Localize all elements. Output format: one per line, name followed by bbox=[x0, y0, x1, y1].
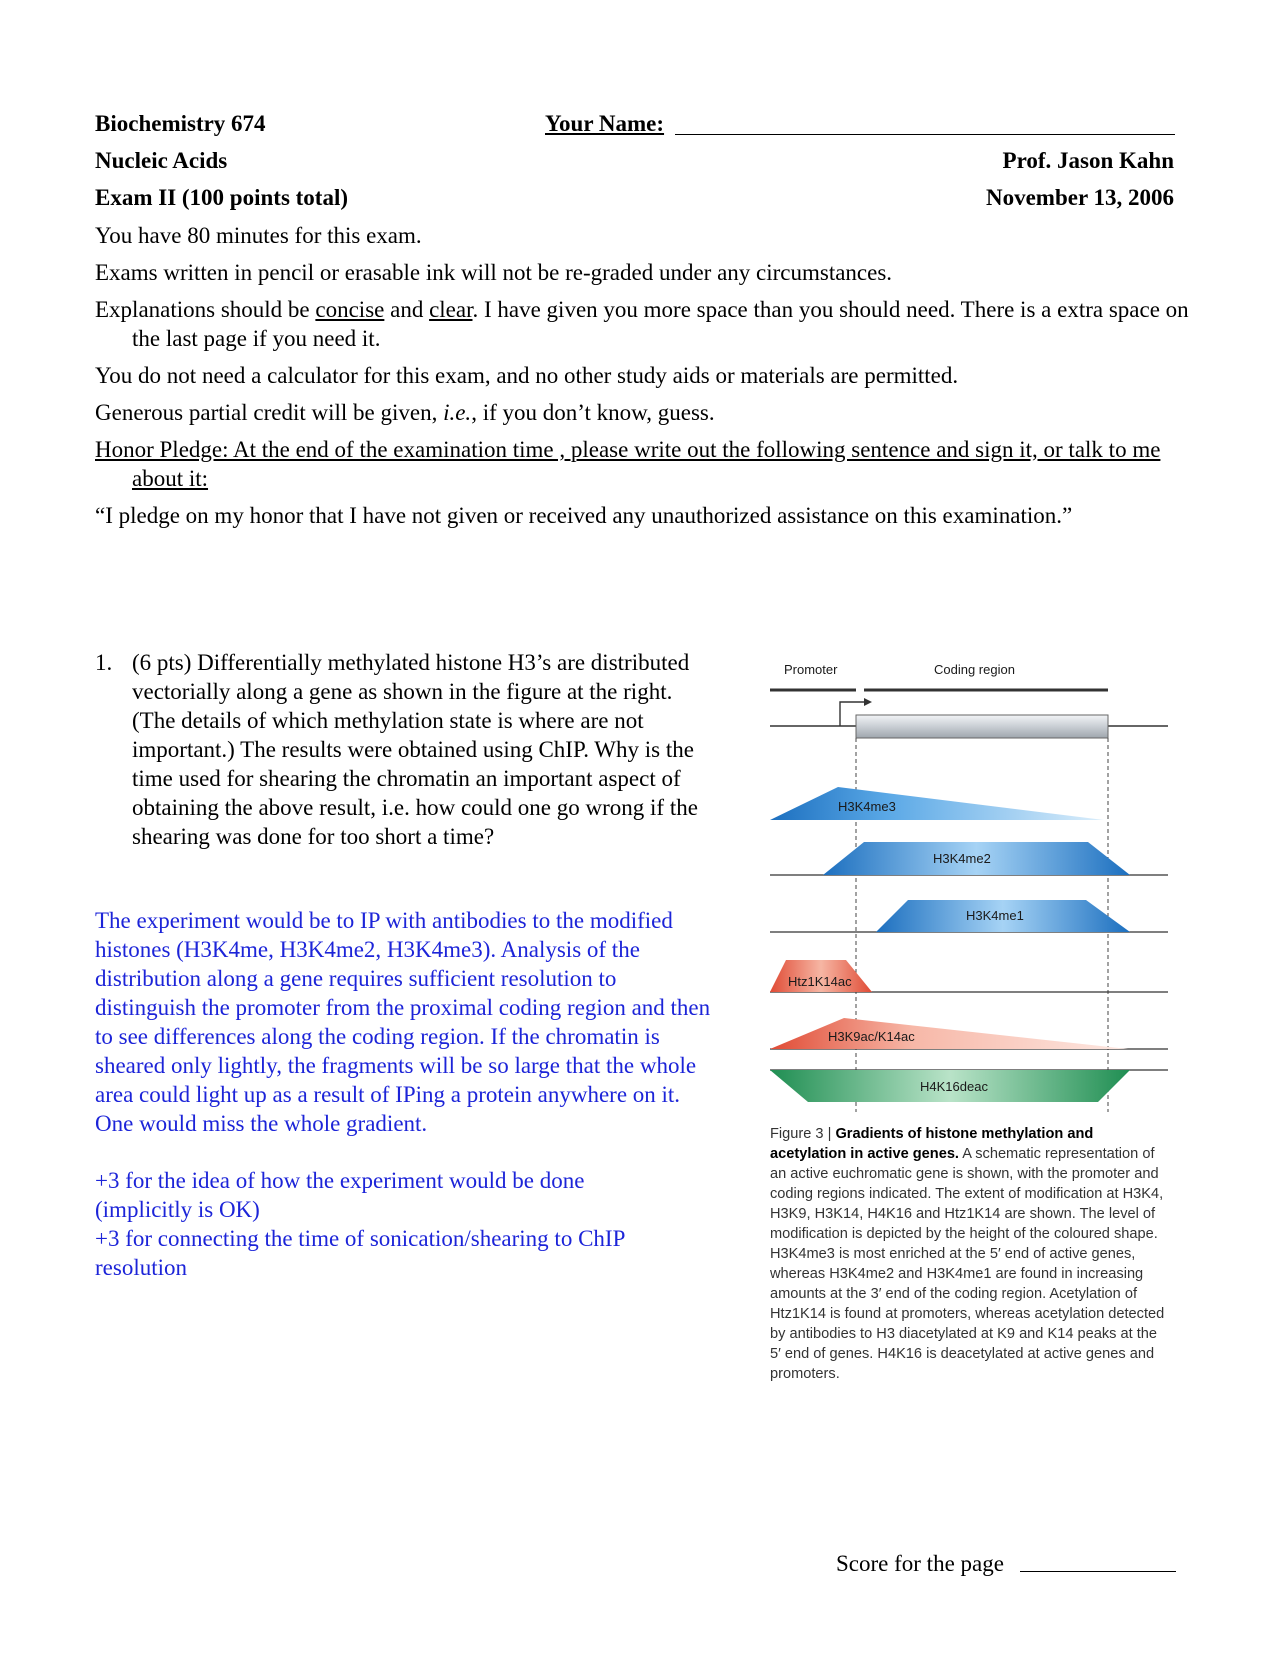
instruction-explanations bbox=[95, 295, 1212, 353]
histone-figure bbox=[768, 652, 1178, 1120]
arrow-head-icon bbox=[864, 698, 872, 706]
explain-prefix: Explanations should be bbox=[95, 297, 316, 322]
question-text: (6 pts) Differentially methylated histone H3’s are distributed vectorially along a gene as shown in the figure at the right. (The details of which methylation state is where are not important.) The results were obtained using ChIP. Why is the time used for shearing the chromatin an important aspect of obtaining the above result, i.e. how could one go wrong if the shearing was done for too short a time? bbox=[132, 650, 698, 849]
h4k16deac-label: H4K16deac bbox=[920, 1079, 988, 1094]
professor-name: Prof. Jason Kahn bbox=[1002, 148, 1174, 173]
partial-suffix: , if you don’t know, guess. bbox=[471, 400, 715, 425]
exam-date: November 13, 2006 bbox=[985, 185, 1174, 210]
score-line[interactable] bbox=[836, 1549, 1176, 1578]
htz1k14ac-label: Htz1K14ac bbox=[788, 974, 852, 989]
explain-suffix: . I have given you more space than you should need. There is a extra space on the last page if you need it. bbox=[132, 297, 1189, 351]
explain-concise: concise bbox=[315, 297, 385, 322]
explain-clear: clear bbox=[429, 297, 473, 322]
histone-gradient-diagram bbox=[768, 652, 1178, 1120]
instruction-pencil: Exams written in pencil or erasable ink will not be re-graded under any circumstances. bbox=[95, 260, 893, 285]
grading-point-1: +3 for the idea of how the experiment would be done (implicitly is OK) bbox=[95, 1168, 585, 1222]
partial-ie: i.e. bbox=[443, 400, 472, 425]
caption-figure-number: Figure 3 | bbox=[770, 1126, 836, 1142]
name-line[interactable] bbox=[545, 110, 1175, 138]
explain-and: and bbox=[384, 297, 430, 322]
coding-region-bar bbox=[856, 715, 1108, 738]
subject-title: Nucleic Acids bbox=[95, 148, 228, 173]
instruction-partial-credit bbox=[95, 398, 1175, 427]
h3k4me2-label: H3K4me2 bbox=[933, 851, 991, 866]
caption-title: Gradients of histone methylation and acetylation in active genes. bbox=[770, 1126, 1094, 1162]
name-underline bbox=[675, 134, 1175, 135]
h3k9ac-k14ac-label: H3K9ac/K14ac bbox=[828, 1029, 915, 1044]
h3k4me1-label: H3K4me1 bbox=[966, 908, 1024, 923]
exam-title: Exam II (100 points total) bbox=[95, 185, 349, 210]
name-label: Your Name: bbox=[545, 111, 665, 136]
honor-pledge-instruction: Honor Pledge: At the end of the examination time , please write out the following sentence and sign it, or talk to me about it: bbox=[95, 437, 1161, 491]
h3k9ac-k14ac-shape bbox=[770, 1018, 1128, 1049]
course-title: Biochemistry 674 bbox=[95, 111, 266, 136]
answer-text: The experiment would be to IP with antibodies to the modified histones (H3K4me, H3K4me2, H3K4me3). Analysis of the distribution along a gene requires sufficient resolution to distinguish the promoter from the proximal coding region and then to see differences along the coding region. If the chromatin is sheared only lightly, the fragments will be so large that the whole area could light up as a result of IPing a protein anywhere on it. One would miss the whole gradient. bbox=[95, 908, 711, 1136]
instruction-calculator: You do not need a calculator for this exam, and no other study aids or materials are permitted. bbox=[95, 363, 959, 388]
h3k4me3-label: H3K4me3 bbox=[838, 799, 896, 814]
coding-region-label: Coding region bbox=[934, 662, 1015, 677]
instruction-time: You have 80 minutes for this exam. bbox=[95, 223, 422, 248]
partial-prefix: Generous partial credit will be given, bbox=[95, 400, 444, 425]
question-number: 1. bbox=[95, 650, 113, 675]
honor-pledge-text: “I pledge on my honor that I have not given or received any unauthorized assistance on this examination.” bbox=[95, 503, 1073, 528]
grading-point-2: +3 for connecting the time of sonication/shearing to ChIP resolution bbox=[95, 1226, 625, 1280]
promoter-label: Promoter bbox=[784, 662, 838, 677]
figure-caption bbox=[770, 1124, 1170, 1384]
score-label: Score for the page bbox=[836, 1551, 1004, 1576]
h3k4me3-shape bbox=[770, 787, 1104, 820]
caption-body: A schematic representation of an active euchromatic gene is shown, with the promoter and coding regions indicated. The extent of modification at H3K4, H3K9, H3K14, H4K16 and Htz1K14 are shown. The level of modification is depicted by the height of the coloured shape. H3K4me3 is most enriched at the 5′ end of active genes, whereas H3K4me2 and H3K4me1 are found in increasing amounts at the 3′ end of the coding region. Acetylation of Htz1K14 is found at promoters, whereas acetylation detected by antibodies to H3 diacetylated at K9 and K14 peaks at the 5′ end of genes. H4K16 is deacetylated at active genes and promoters. bbox=[770, 1146, 1165, 1382]
score-underline bbox=[1020, 1571, 1176, 1572]
